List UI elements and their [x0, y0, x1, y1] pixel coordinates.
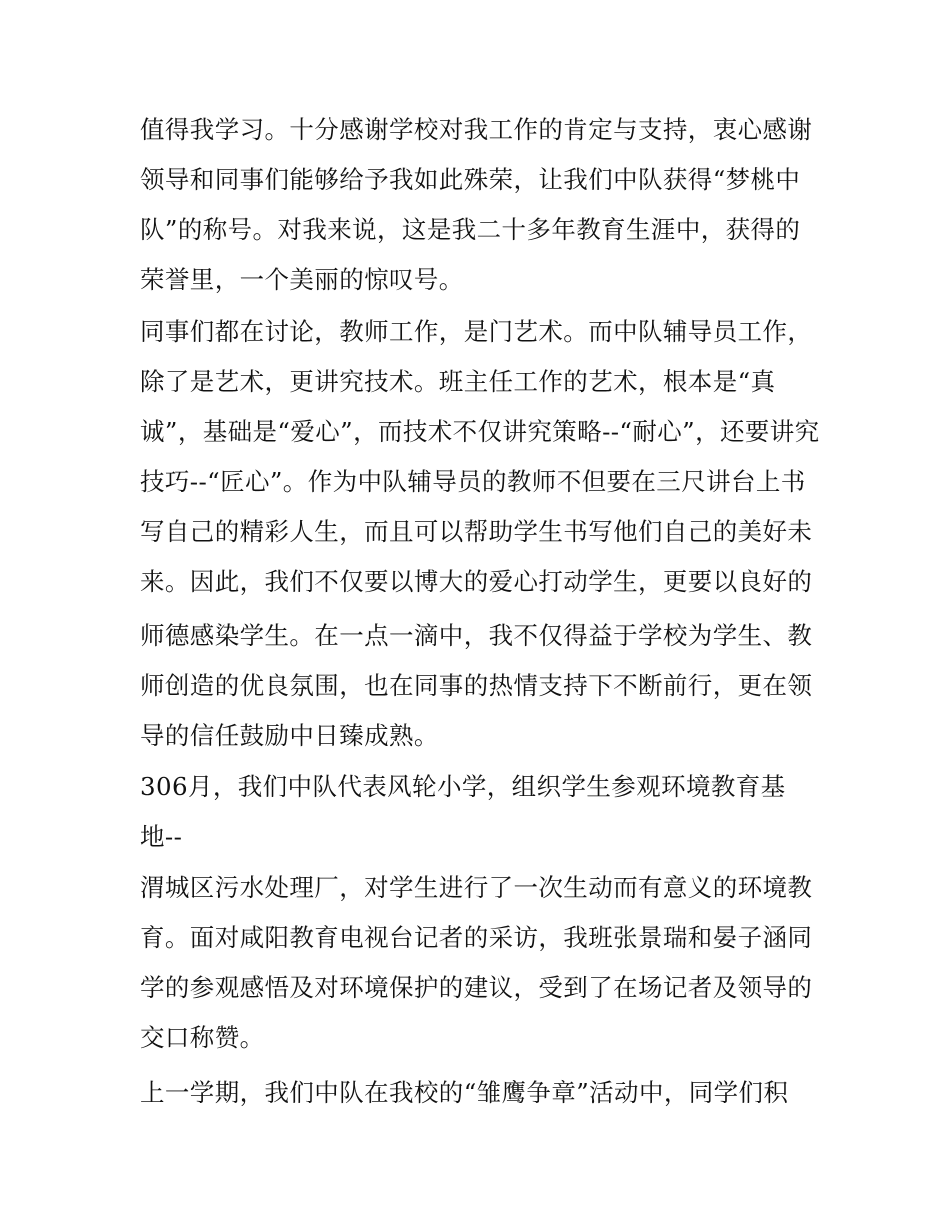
text-line: 育。面对咸阳教育电视台记者的采访，我班张景瑞和晏子涵同 [140, 923, 813, 952]
text-line: 师德感染学生。在一点一滴中，我不仅得益于学校为学生、教 [140, 621, 813, 650]
text-line: 渭城区污水处理厂，对学生进行了一次生动而有意义的环境教 [140, 873, 813, 902]
text-line: 上一学期，我们中队在我校的“雏鹰争章”活动中，同学们积 [140, 1078, 789, 1107]
text-line: 值得我学习。十分感谢学校对我工作的肯定与支持，衷心感谢 [140, 115, 813, 144]
text-line: 诚”，基础是“爱心”，而技术不仅讲究策略--“耐心”，还要讲究 [140, 417, 820, 446]
text-line: 来。因此，我们不仅要以博大的爱心打动学生，更要以良好的 [140, 567, 813, 596]
text-line: 荣誉里，一个美丽的惊叹号。 [140, 265, 464, 294]
text-line: 队”的称号。对我来说，这是我二十多年教育生涯中，获得的 [140, 215, 801, 244]
text-line: 师创造的优良氛围，也在同事的热情支持下不断前行，更在领 [140, 671, 813, 700]
text-line: 交口称赞。 [140, 1023, 265, 1052]
text-line: 导的信任鼓励中日臻成熟。 [140, 721, 439, 750]
text-line: 学的参观感悟及对环境保护的建议，受到了在场记者及领导的 [140, 973, 813, 1002]
text-line: 写自己的精彩人生，而且可以帮助学生书写他们自己的美好未 [140, 517, 813, 546]
text-line: 技巧--“匠心”。作为中队辅导员的教师不但要在三尺讲台上书 [140, 467, 806, 496]
text-line: 306月，我们中队代表风轮小学，组织学生参观环境教育基 [140, 772, 786, 801]
text-line: 领导和同事们能够给予我如此殊荣，让我们中队获得“梦桃中 [140, 165, 801, 194]
text-line: 同事们都在讨论，教师工作，是门艺术。而中队辅导员工作， [140, 317, 813, 346]
text-line: 除了是艺术，更讲究技术。班主任工作的艺术，根本是“真 [140, 367, 776, 396]
text-line: 地-- [140, 822, 183, 851]
